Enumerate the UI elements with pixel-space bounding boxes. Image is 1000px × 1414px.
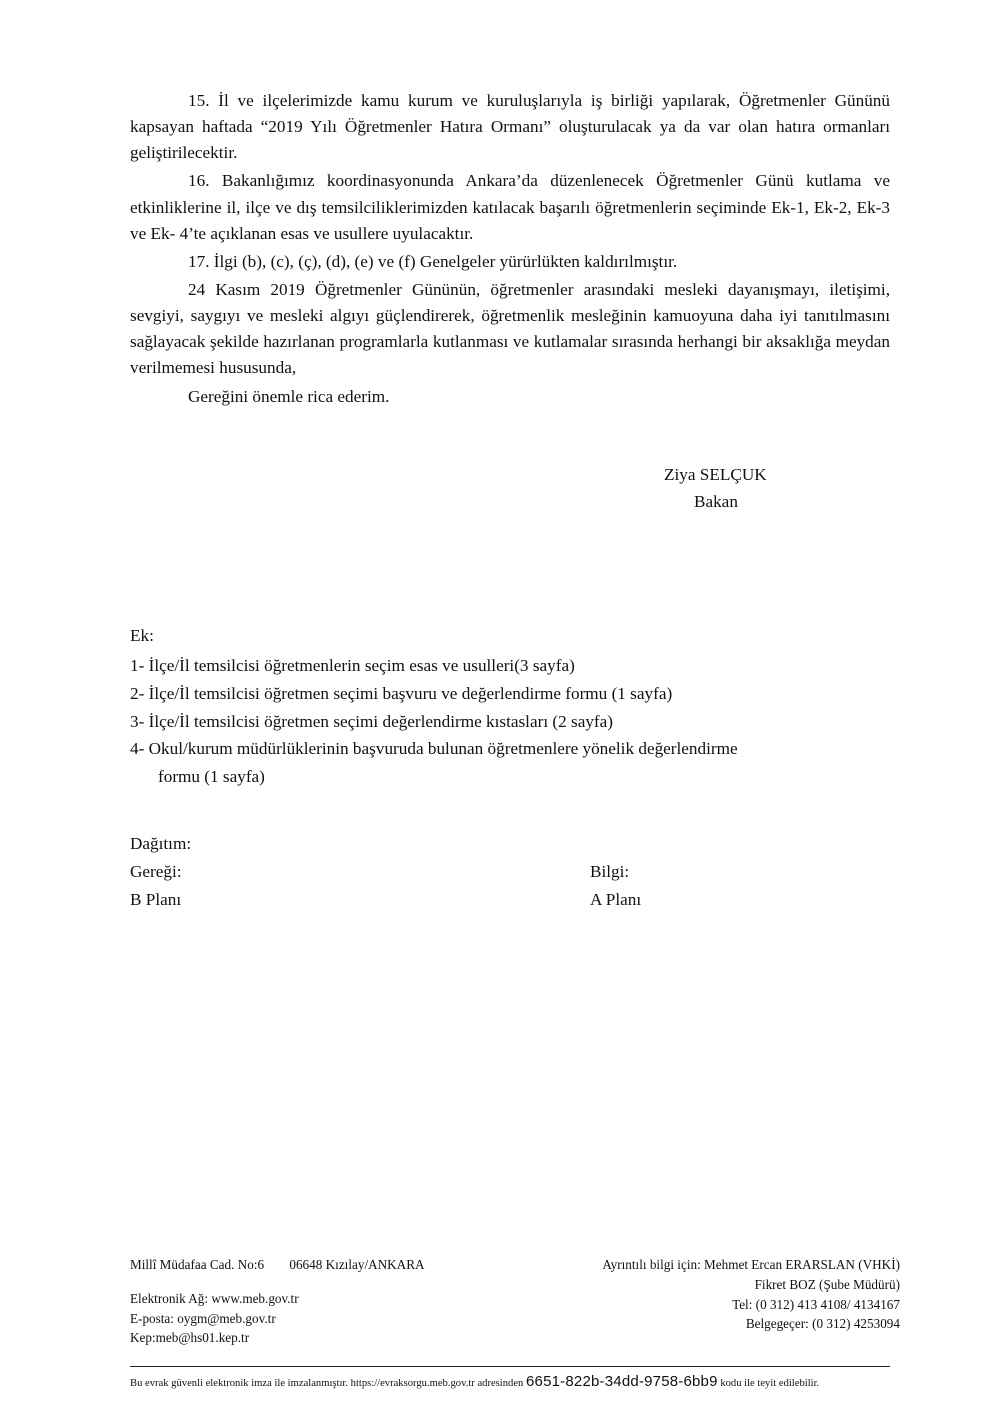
paragraph-request: Gereğini önemle rica ederim.	[188, 386, 390, 406]
attachment-item-4-continuation-text: formu (1 sayfa)	[158, 767, 265, 787]
footer-right-column	[540, 1255, 900, 1348]
attachments-title: Ek:	[130, 626, 154, 645]
signature-title: Bakan	[694, 491, 738, 511]
verification-prefix: Bu evrak güvenli elektronik imza ile imzalanmıştır. https://evraksorgu.meb.gov.tr adresinden	[130, 1378, 524, 1389]
footer-web: Elektronik Ağ: www.meb.gov.tr	[130, 1290, 299, 1306]
footer-left-column	[130, 1255, 540, 1348]
footer-kep: Kep:meb@hs01.kep.tr	[130, 1330, 250, 1346]
distribution-values-row	[130, 886, 910, 914]
distribution-block	[130, 830, 910, 914]
distribution-labels-row	[130, 858, 910, 886]
footer-address-line	[130, 1255, 540, 1275]
footer-address-street: Millî Müdafaa Cad. No:6	[130, 1257, 265, 1272]
distribution-info-label: Bilgi:	[590, 861, 630, 881]
document-body	[130, 88, 890, 410]
distribution-title: Dağıtım:	[130, 834, 192, 853]
footer-phone: Tel: (0 312) 413 4108/ 4134167	[732, 1296, 900, 1312]
verification-suffix: kodu ile teyit edilebilir.	[720, 1378, 820, 1389]
attachment-item-3: 3- İlçe/İl temsilcisi öğretmen seçimi değerlendirme kıstasları (2 sayfa)	[130, 711, 613, 731]
attachment-item-4: 4- Okul/kurum müdürlüklerinin başvuruda bulunan öğretmenlere yönelik değerlendirme	[130, 739, 738, 759]
footer-fax: Belgegeçer: (0 312) 4253094	[745, 1316, 900, 1332]
footer-contact-person-2: Fikret BOZ (Şube Müdürü)	[754, 1276, 900, 1292]
electronic-signature-notice	[130, 1366, 890, 1391]
signature-name: Ziya SELÇUK	[664, 465, 767, 484]
page-footer	[0, 1255, 1000, 1348]
attachment-item-2: 2- İlçe/İl temsilcisi öğretmen seçimi başvuru ve değerlendirme formu (1 sayfa)	[130, 683, 673, 703]
signature-block	[620, 462, 920, 515]
paragraph-16: 16. Bakanlığımız koordinasyonunda Ankara’da düzenlenecek Öğretmenler Günü kutlama ve etkinliklerine il, ilçe ve dış temsilciliklerimizden katılacak başarılı öğretmenlerin seçiminde Ek-1, Ek-2, Ek-3 ve Ek- 4’te açıklanan esas ve usullere uyulacaktır.	[130, 171, 890, 243]
paragraph-closing: 24 Kasım 2019 Öğretmenler Gününün, öğretmenler arasındaki mesleki dayanışmayı, iletişimi, sevgiyi, saygıyı ve mesleki algıyı güçlendirerek, öğretmenlik mesleğinin kamuoyuna daha iyi tanıtılmasını sağlayacak şekilde hazırlanan programlarla kutlanması ve kutlamalar sırasında herhangi bir aksaklığa meydan verilmemesi hususunda,	[130, 279, 890, 378]
paragraph-17: 17. İlgi (b), (c), (ç), (d), (e) ve (f) Genelgeler yürürlükten kaldırılmıştır.	[188, 251, 678, 271]
footer-columns	[0, 1255, 1000, 1348]
paragraph-15: 15. İl ve ilçelerimizde kamu kurum ve kuruluşlarıyla iş birliği yapılarak, Öğretmenler Gününü kapsayan haftada “2019 Yılı Öğretmenler Hatıra Ormanı” oluşturulacak ya da var olan hatıra ormanları geliştirilecektir.	[130, 91, 890, 163]
distribution-required-value: B Planı	[130, 889, 182, 909]
distribution-info-value: A Planı	[590, 889, 642, 909]
footer-contact-person: Ayrıntılı bilgi için: Mehmet Ercan ERARSLAN (VHKİ)	[602, 1257, 900, 1272]
footer-address-city: 06648 Kızılay/ANKARA	[289, 1257, 425, 1272]
footer-email: E-posta: oygm@meb.gov.tr	[130, 1310, 276, 1326]
attachment-item-4-continued	[130, 763, 910, 791]
attachments-block	[130, 622, 910, 791]
verification-code: 6651-822b-34dd-9758-6bb9	[526, 1373, 718, 1390]
attachment-item-1: 1- İlçe/İl temsilcisi öğretmenlerin seçim esas ve usulleri(3 sayfa)	[130, 655, 575, 675]
distribution-required-label: Gereği:	[130, 861, 182, 881]
